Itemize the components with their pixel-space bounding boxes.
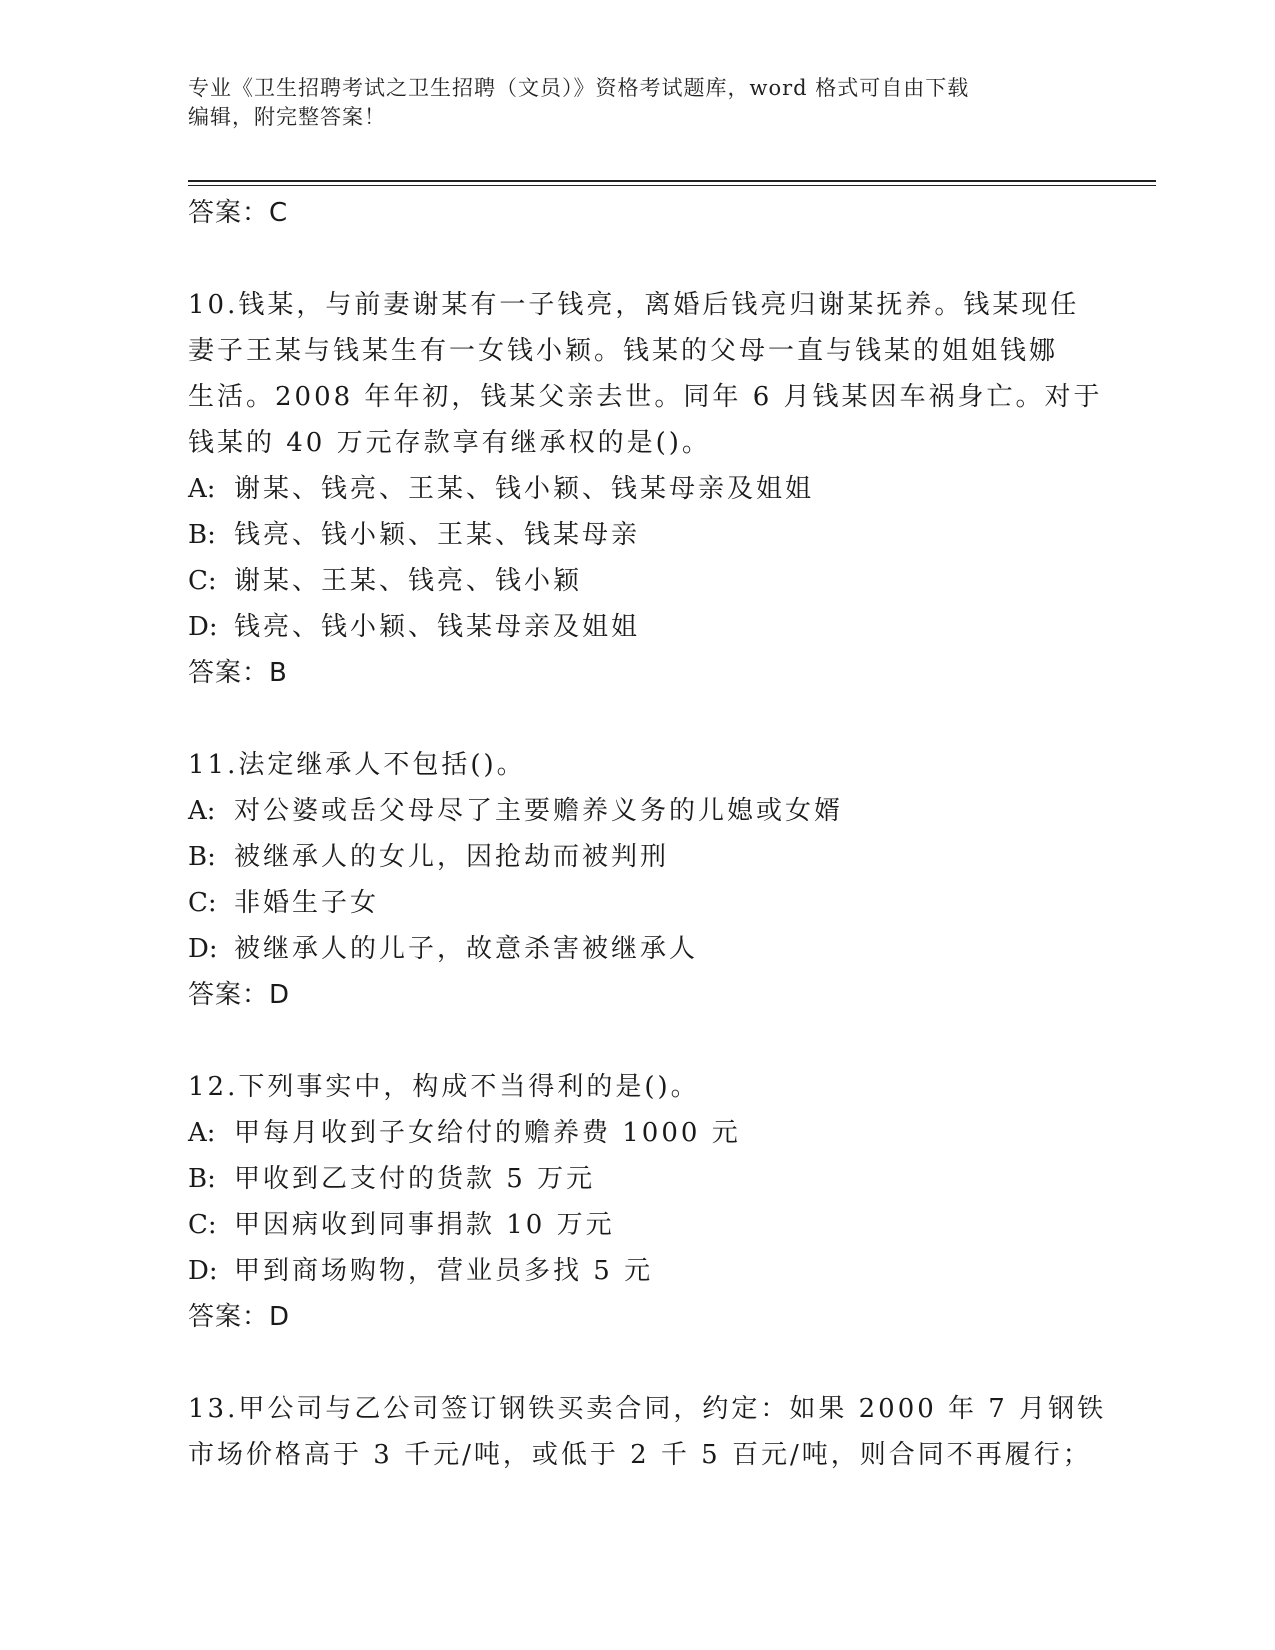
option-key: D: [188,1256,218,1286]
question-stem-line: 10.钱某，与前妻谢某有一子钱亮，离婚后钱亮归谢某抚养。钱某现任 [188,290,1080,320]
question-10 [188,282,1103,696]
question-stem-line: 钱某的 40 万元存款享有继承权的是()。 [188,428,711,458]
question-stem-line: 11.法定继承人不包括()。 [188,750,526,780]
option-text: 钱亮、钱小颖、王某、钱某母亲 [234,520,641,550]
question-stem-line: 妻子王某与钱某生有一女钱小颖。钱某的父母一直与钱某的姐姐钱娜 [188,336,1059,366]
answer: 答案：B [188,658,288,688]
option-c [188,1202,1088,1248]
option-key: B: [188,1164,216,1194]
option-key: A: [188,796,216,826]
option-key: D: [188,934,218,964]
option-key: A: [188,1118,216,1148]
header-rule-thin [188,185,1156,186]
option-text: 甲收到乙支付的货款 5 万元 [234,1164,596,1194]
option-d [188,604,1088,650]
option-key: D: [188,612,218,642]
option-key: C: [188,888,217,918]
answer: 答案：D [188,980,291,1010]
option-key: C: [188,566,217,596]
question-stem-line: 13.甲公司与乙公司签订钢铁买卖合同，约定：如果 2000 年 7 月钢铁 [188,1394,1107,1424]
option-key: B: [188,842,216,872]
previous-answer: 答案：C [188,198,289,228]
header-line-1: 专业《卫生招聘考试之卫生招聘（文员）》资格考试题库，word 格式可自由下载 [188,76,970,100]
option-text: 谢某、钱亮、王某、钱小颖、钱某母亲及姐姐 [234,474,815,504]
header-line-2: 编辑，附完整答案！ [188,105,386,129]
document-header [188,74,1088,132]
option-b [188,1156,1088,1202]
question-stem-line: 12.下列事实中，构成不当得利的是()。 [188,1072,700,1102]
option-d [188,926,1088,972]
question-11 [188,742,1088,1018]
option-text: 钱亮、钱小颖、钱某母亲及姐姐 [234,612,641,642]
option-d [188,1248,1088,1294]
header-rule-thick [188,180,1156,182]
option-a [188,466,1088,512]
option-text: 被继承人的女儿，因抢劫而被判刑 [234,842,670,872]
question-12 [188,1064,1088,1340]
option-key: C: [188,1210,217,1240]
option-text: 被继承人的儿子，故意杀害被继承人 [234,934,699,964]
question-list [188,190,1107,1478]
question-13 [188,1386,1107,1478]
option-text: 甲每月收到子女给付的赡养费 1000 元 [234,1118,741,1148]
question-stem-line: 生活。2008 年年初，钱某父亲去世。同年 6 月钱某因车祸身亡。对于 [188,382,1103,412]
spacer [188,1340,1088,1386]
spacer [188,696,1088,742]
option-text: 甲因病收到同事捐款 10 万元 [234,1210,615,1240]
option-text: 谢某、王某、钱亮、钱小颖 [234,566,583,596]
spacer [188,1018,1088,1064]
answer: 答案：D [188,1302,291,1332]
option-a [188,1110,1088,1156]
option-key: A: [188,474,216,504]
option-text: 非婚生子女 [234,888,380,918]
option-c [188,880,1088,926]
option-c [188,558,1088,604]
question-stem-line: 市场价格高于 3 千元/吨，或低于 2 千 5 百元/吨，则合同不再履行； [188,1440,1092,1470]
spacer [188,236,1088,282]
option-key: B: [188,520,216,550]
option-text: 甲到商场购物，营业员多找 5 元 [234,1256,654,1286]
option-b [188,512,1088,558]
option-text: 对公婆或岳父母尽了主要赡养义务的儿媳或女婿 [234,796,844,826]
option-b [188,834,1088,880]
option-a [188,788,1088,834]
